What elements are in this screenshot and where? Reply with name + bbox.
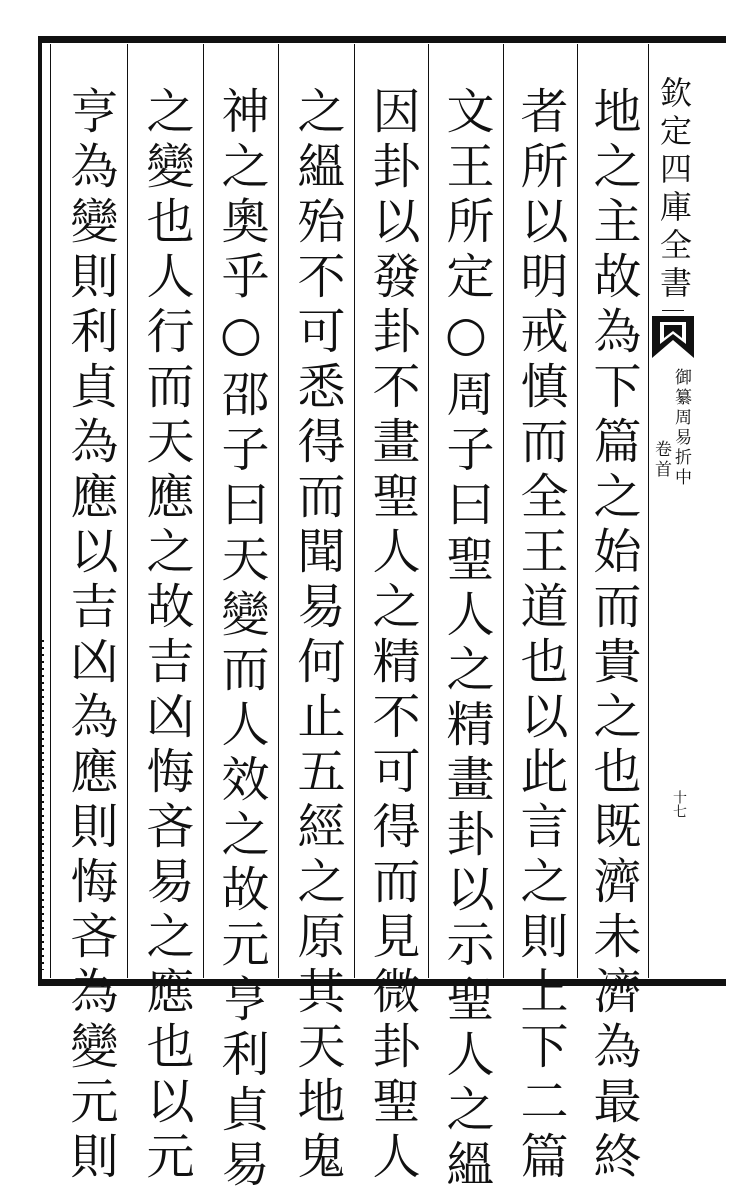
volume-label: 卷首 (651, 440, 671, 480)
book-title: 御纂周易折中 (671, 368, 691, 488)
text-column: 之縕殆不可悉得而聞易何止五經之原其天地鬼 (289, 86, 345, 1186)
text-column: 亨為變則利貞為應以吉凶為應則悔吝為變元則 (62, 86, 118, 1186)
margin-ticks (40, 640, 44, 970)
column-rule (648, 44, 649, 978)
column-rule (503, 44, 504, 978)
fishtail-mark-icon (650, 314, 696, 360)
header-divider (662, 310, 684, 311)
text-column: 因卦以發卦不畫聖人之精不可得而見微卦聖人 (364, 86, 420, 1186)
text-column: 者所以明戒慎而全王道也以此言之則上下二篇 (512, 86, 568, 1186)
text-column: 地之主故為下篇之始而貴之也既濟未濟為最終 (585, 86, 641, 1186)
text-column: 文王所定○周子曰聖人之精畫卦以示聖人之縕 (438, 86, 494, 1194)
column-rule (203, 44, 204, 978)
column-rule (428, 44, 429, 978)
page-header (650, 48, 696, 968)
column-rule (278, 44, 279, 978)
page-number: 十七 (671, 790, 687, 818)
text-column: 之變也人行而天應之故吉凶悔吝易之應也以元 (138, 86, 194, 1186)
column-rule (127, 44, 128, 978)
text-column: 神之奧乎○邵子曰天變而人效之故元亨利貞易 (213, 86, 269, 1194)
column-rule (50, 44, 51, 978)
collection-title: 欽定四庫全書 (655, 76, 693, 304)
column-rule (354, 44, 355, 978)
